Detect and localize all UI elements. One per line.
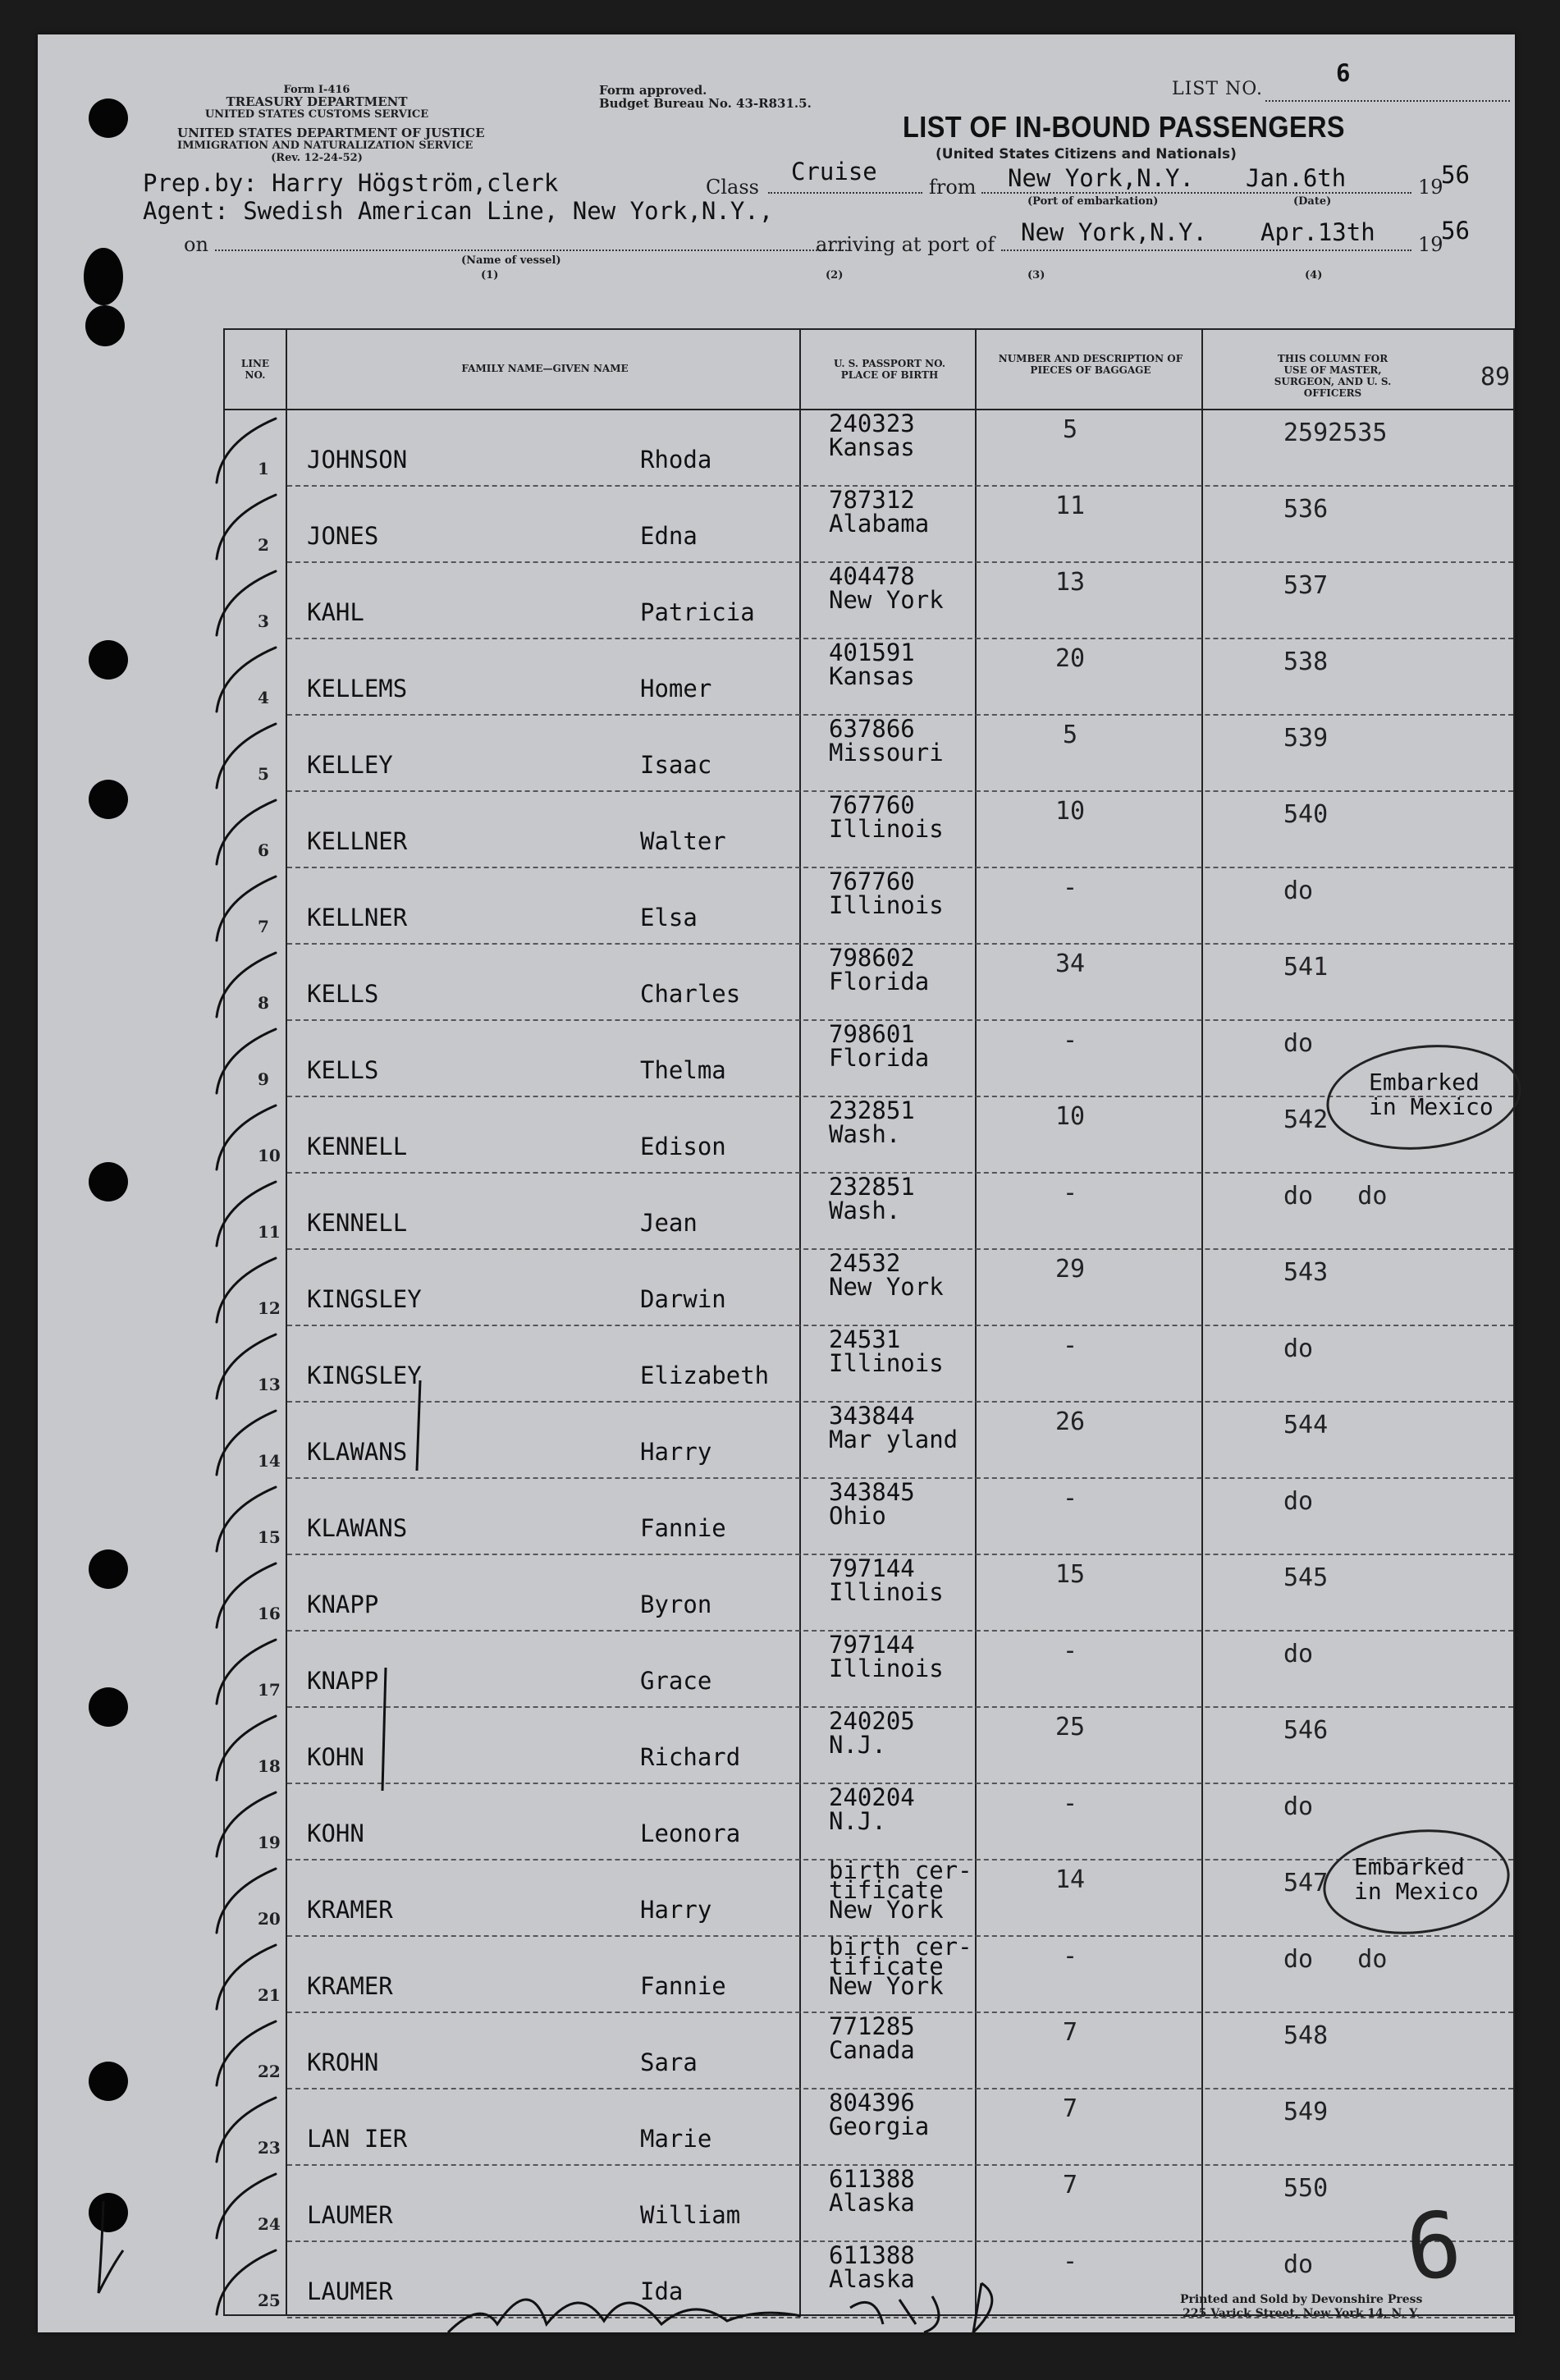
line-number: 15 bbox=[258, 1527, 281, 1547]
check-mark bbox=[217, 1487, 276, 1551]
col-header-baggage: NUMBER AND DESCRIPTION OF PIECES OF BAGGAGE bbox=[998, 353, 1183, 376]
officer-number: 544 bbox=[1283, 1411, 1329, 1439]
family-name: KELLS bbox=[307, 980, 379, 1008]
justice-dept: UNITED STATES DEPARTMENT OF JUSTICE bbox=[177, 126, 485, 140]
printer-line: Printed and Sold by Devonshire Press bbox=[1180, 2293, 1423, 2306]
check-mark bbox=[217, 1258, 276, 1322]
family-name: LAUMER bbox=[307, 2277, 393, 2305]
arrival-port: New York,N.Y. bbox=[1021, 218, 1207, 246]
baggage-count: - bbox=[1062, 1331, 1078, 1360]
family-name: KLAWANS bbox=[307, 1438, 408, 1466]
page-mark: 6 bbox=[1401, 2190, 1466, 2302]
passport-number: 343844 bbox=[829, 1402, 915, 1430]
family-name: KLAWANS bbox=[307, 1514, 408, 1542]
line-number: 8 bbox=[258, 993, 269, 1013]
baggage-count: 14 bbox=[1054, 1865, 1086, 1894]
passport-number: 771285 bbox=[829, 2012, 915, 2040]
given-name: Richard bbox=[640, 1743, 741, 1771]
year-prefix-2: 19 bbox=[1418, 233, 1443, 256]
given-name: Darwin bbox=[640, 1285, 726, 1313]
passport-number: 804396 bbox=[829, 2089, 915, 2117]
baggage-count: 13 bbox=[1054, 568, 1086, 597]
stamp-line: Embarked bbox=[1354, 1853, 1465, 1880]
date-caption: (Date) bbox=[1293, 195, 1332, 208]
passport-number: 24532 bbox=[829, 1249, 901, 1277]
line-number: 5 bbox=[258, 764, 269, 784]
place-of-birth: New York bbox=[829, 1273, 944, 1301]
officer-number: 546 bbox=[1283, 1716, 1329, 1745]
officer-number: 539 bbox=[1283, 724, 1329, 753]
treasury-dept: TREASURY DEPARTMENT bbox=[226, 94, 408, 109]
family-name: KNAPP bbox=[307, 1667, 379, 1695]
given-name: Charles bbox=[640, 980, 741, 1008]
family-name: JOHNSON bbox=[307, 446, 408, 474]
baggage-count: 15 bbox=[1054, 1560, 1086, 1589]
page-tally: 89 bbox=[1480, 363, 1511, 391]
check-mark bbox=[217, 2098, 276, 2162]
family-name: KELLNER bbox=[307, 827, 408, 855]
budget-bureau-line: Budget Bureau No. 43-R831.5. bbox=[599, 96, 812, 111]
officer-number: 543 bbox=[1283, 1258, 1329, 1287]
family-name: KELLEY bbox=[307, 751, 393, 779]
family-name: KELLNER bbox=[307, 904, 408, 931]
baggage-count: 26 bbox=[1054, 1407, 1086, 1436]
place-of-birth: N.J. bbox=[829, 1731, 886, 1759]
baggage-count: 10 bbox=[1054, 797, 1086, 826]
printer-address: 225 Varick Street, New York 14, N. Y. bbox=[1183, 2307, 1420, 2320]
agent: Agent: Swedish American Line, New York,N.Y., bbox=[143, 197, 774, 225]
baggage-count: - bbox=[1062, 873, 1078, 902]
given-name: Fannie bbox=[640, 1972, 726, 2000]
officer-number: 549 bbox=[1283, 2098, 1329, 2126]
port-of-embarkation: New York,N.Y. bbox=[1008, 164, 1194, 192]
line-number: 22 bbox=[258, 2062, 281, 2081]
line-number: 11 bbox=[258, 1222, 281, 1242]
line-number: 3 bbox=[258, 611, 269, 631]
col-1-label: (1) bbox=[481, 269, 499, 281]
passport-number: 24531 bbox=[829, 1325, 901, 1353]
baggage-count: 10 bbox=[1054, 1102, 1086, 1131]
vessel-caption: (Name of vessel) bbox=[461, 254, 561, 267]
place-of-birth: Wash. bbox=[829, 1197, 901, 1224]
place-of-birth: N.J. bbox=[829, 1807, 886, 1835]
officer-number: 536 bbox=[1283, 495, 1329, 524]
place-of-birth: Alaska bbox=[829, 2265, 915, 2293]
passport-number: 343845 bbox=[829, 1478, 915, 1506]
passport-number: 404478 bbox=[829, 562, 915, 590]
officer-number: do do bbox=[1283, 1182, 1388, 1211]
baggage-count: 7 bbox=[1062, 2094, 1078, 2123]
family-name: KINGSLEY bbox=[307, 1285, 422, 1313]
place-of-birth: Ohio bbox=[829, 1502, 886, 1530]
officer-number: do bbox=[1283, 2250, 1314, 2279]
col-2-label: (2) bbox=[826, 269, 844, 281]
place-of-birth: Wash. bbox=[829, 1120, 901, 1148]
line-number: 24 bbox=[258, 2214, 281, 2234]
baggage-count: - bbox=[1062, 1789, 1078, 1818]
place-of-birth: Florida bbox=[829, 968, 930, 995]
signature-scrawl bbox=[850, 2283, 992, 2332]
place-of-birth: Alaska bbox=[829, 2189, 915, 2217]
list-no-value: 6 bbox=[1336, 59, 1351, 87]
line-number: 13 bbox=[258, 1375, 281, 1394]
line-number: 4 bbox=[258, 688, 269, 707]
family-name: LAUMER bbox=[307, 2201, 393, 2229]
line-number: 23 bbox=[258, 2138, 281, 2158]
officer-number: do bbox=[1283, 1792, 1314, 1821]
line-number: 12 bbox=[258, 1298, 281, 1318]
approval-line: Form approved. bbox=[599, 83, 707, 98]
check-mark bbox=[217, 1105, 276, 1169]
year-prefix: 19 bbox=[1418, 176, 1443, 199]
place-of-birth: Illinois bbox=[829, 1349, 944, 1377]
place-of-birth: Mar yland bbox=[829, 1426, 958, 1453]
place-of-birth: Alabama bbox=[829, 510, 930, 538]
given-name: Fannie bbox=[640, 1514, 726, 1542]
officer-number: do bbox=[1283, 1487, 1314, 1516]
line-number: 16 bbox=[258, 1604, 281, 1623]
given-name: Walter bbox=[640, 827, 726, 855]
list-no-label: LIST NO. bbox=[1172, 79, 1264, 99]
line-number: 17 bbox=[258, 1680, 281, 1700]
document-subtitle: (United States Citizens and Nationals) bbox=[936, 146, 1237, 162]
officer-number: 542 bbox=[1283, 1105, 1329, 1134]
place-of-birth-line3: New York bbox=[829, 1972, 944, 2000]
baggage-count: 7 bbox=[1062, 2018, 1078, 2047]
given-name: Marie bbox=[640, 2125, 712, 2153]
manifest-sheet bbox=[38, 34, 1515, 2332]
port-caption: (Port of embarkation) bbox=[1027, 195, 1159, 208]
passport-number: birth cer- bbox=[829, 1933, 972, 1961]
prepared-by: Prep.by: Harry Högström,clerk bbox=[143, 169, 559, 197]
from-label: from bbox=[929, 176, 977, 199]
check-mark bbox=[217, 1716, 276, 1780]
baggage-count: 7 bbox=[1062, 2171, 1078, 2199]
officer-number: 2592535 bbox=[1283, 419, 1388, 447]
passport-number: 240205 bbox=[829, 1707, 915, 1735]
check-mark bbox=[217, 1029, 276, 1093]
stamp-line: in Mexico bbox=[1369, 1093, 1494, 1120]
class-label: Class bbox=[706, 176, 759, 199]
given-name: Harry bbox=[640, 1896, 712, 1924]
tally-stroke bbox=[382, 1668, 386, 1791]
family-name: KRAMER bbox=[307, 1972, 393, 2000]
officer-number: 540 bbox=[1283, 800, 1329, 829]
passport-number: birth cer- bbox=[829, 1856, 972, 1884]
line-number: 21 bbox=[258, 1985, 281, 2005]
family-name: KENNELL bbox=[307, 1209, 408, 1237]
passport-number: 637866 bbox=[829, 715, 915, 743]
given-name: Byron bbox=[640, 1590, 712, 1618]
officer-number: 550 bbox=[1283, 2174, 1329, 2203]
arrival-year: 56 bbox=[1441, 217, 1470, 245]
officer-number: do bbox=[1283, 1334, 1314, 1363]
family-name: KENNELL bbox=[307, 1133, 408, 1160]
check-mark bbox=[217, 1411, 276, 1475]
place-of-birth: Missouri bbox=[829, 739, 944, 767]
passport-number: 611388 bbox=[829, 2165, 915, 2193]
given-name: Ida bbox=[640, 2277, 684, 2305]
baggage-count: - bbox=[1062, 1636, 1078, 1665]
passport-number: 767760 bbox=[829, 867, 915, 895]
baggage-count: - bbox=[1062, 1179, 1078, 1207]
form-revision: (Rev. 12-24-52) bbox=[271, 152, 363, 164]
family-name: LAN IER bbox=[307, 2125, 408, 2153]
place-of-birth: Florida bbox=[829, 1044, 930, 1072]
check-mark bbox=[217, 953, 276, 1017]
passport-number: 401591 bbox=[829, 638, 915, 666]
passport-number: 797144 bbox=[829, 1554, 915, 1582]
given-name: Grace bbox=[640, 1667, 712, 1695]
place-of-birth: New York bbox=[829, 586, 944, 614]
embarkation-date: Jan.6th bbox=[1246, 164, 1347, 192]
line-number: 19 bbox=[258, 1833, 281, 1852]
baggage-count: - bbox=[1062, 1942, 1078, 1970]
check-mark bbox=[217, 1945, 276, 2009]
family-name: KINGSLEY bbox=[307, 1362, 422, 1389]
officer-number: 541 bbox=[1283, 953, 1329, 982]
officer-number: 537 bbox=[1283, 571, 1329, 600]
check-mark bbox=[217, 876, 276, 941]
passport-number: 767760 bbox=[829, 791, 915, 819]
family-name: KNAPP bbox=[307, 1590, 379, 1618]
arriving-label: arriving at port of bbox=[816, 233, 995, 256]
line-number: 2 bbox=[258, 535, 269, 555]
baggage-count: 25 bbox=[1054, 1713, 1086, 1742]
given-name: Sara bbox=[640, 2048, 698, 2076]
col-3-label: (3) bbox=[1027, 269, 1045, 281]
given-name: Jean bbox=[640, 1209, 698, 1237]
given-name: Leonora bbox=[640, 1819, 741, 1847]
officer-number: 545 bbox=[1283, 1563, 1329, 1592]
given-name: Harry bbox=[640, 1438, 712, 1466]
given-name: William bbox=[640, 2201, 741, 2229]
check-mark bbox=[217, 648, 276, 712]
place-of-birth: Illinois bbox=[829, 815, 944, 843]
baggage-count: 11 bbox=[1054, 492, 1086, 520]
line-number: 7 bbox=[258, 917, 269, 936]
customs-service: UNITED STATES CUSTOMS SERVICE bbox=[204, 108, 429, 121]
passport-number: 797144 bbox=[829, 1631, 915, 1659]
line-number: 25 bbox=[258, 2291, 281, 2310]
col-4-label: (4) bbox=[1305, 269, 1323, 281]
passport-number: 232851 bbox=[829, 1173, 915, 1201]
check-mark bbox=[217, 1182, 276, 1246]
place-of-birth: tificate bbox=[829, 1952, 944, 1980]
on-label: on bbox=[184, 233, 208, 256]
given-name: Isaac bbox=[640, 751, 712, 779]
tally-stroke bbox=[417, 1380, 420, 1471]
check-mark bbox=[217, 1563, 276, 1627]
place-of-birth: tificate bbox=[829, 1876, 944, 1904]
officer-number: do bbox=[1283, 1029, 1314, 1058]
line-number: 10 bbox=[258, 1146, 281, 1165]
stamp-line: Embarked bbox=[1369, 1069, 1480, 1096]
given-name: Edison bbox=[640, 1133, 726, 1160]
given-name: Elizabeth bbox=[640, 1362, 770, 1389]
officer-number: 547 bbox=[1283, 1869, 1329, 1897]
check-mark bbox=[217, 571, 276, 635]
check-mark bbox=[217, 1640, 276, 1704]
family-name: KELLEMS bbox=[307, 675, 408, 703]
baggage-count: 20 bbox=[1054, 644, 1086, 673]
check-mark bbox=[217, 1334, 276, 1398]
col-header-name: FAMILY NAME—GIVEN NAME bbox=[461, 363, 629, 374]
class-value: Cruise bbox=[791, 158, 877, 185]
document-title: LIST OF IN-BOUND PASSENGERS bbox=[903, 110, 1345, 144]
col-header-passport: U. S. PASSPORT NO. PLACE OF BIRTH bbox=[833, 358, 946, 381]
form-number: Form I-416 bbox=[283, 84, 350, 96]
place-of-birth: Illinois bbox=[829, 891, 944, 919]
given-name: Edna bbox=[640, 522, 698, 550]
check-mark bbox=[98, 2201, 123, 2293]
family-name: KOHN bbox=[307, 1819, 364, 1847]
place-of-birth: Canada bbox=[829, 2036, 915, 2064]
officer-number: do bbox=[1283, 876, 1314, 905]
stamp-line: in Mexico bbox=[1354, 1878, 1479, 1905]
officer-number: 538 bbox=[1283, 648, 1329, 676]
check-mark bbox=[217, 724, 276, 788]
place-of-birth: Georgia bbox=[829, 2112, 930, 2140]
passport-number: 787312 bbox=[829, 486, 915, 514]
passport-number: 798601 bbox=[829, 1020, 915, 1048]
place-of-birth: Illinois bbox=[829, 1578, 944, 1606]
passport-number: 240323 bbox=[829, 410, 915, 437]
family-name: JONES bbox=[307, 522, 379, 550]
given-name: Homer bbox=[640, 675, 712, 703]
baggage-count: - bbox=[1062, 2247, 1078, 2276]
passport-number: 611388 bbox=[829, 2241, 915, 2269]
place-of-birth: Illinois bbox=[829, 1655, 944, 1682]
check-mark bbox=[217, 2250, 276, 2314]
check-mark bbox=[217, 495, 276, 559]
officer-number: do bbox=[1283, 1640, 1314, 1668]
family-name: KAHL bbox=[307, 598, 364, 626]
check-mark bbox=[217, 419, 276, 483]
check-mark bbox=[217, 2174, 276, 2238]
arrival-date: Apr.13th bbox=[1260, 218, 1375, 246]
baggage-count: 5 bbox=[1062, 415, 1078, 444]
line-number: 18 bbox=[258, 1756, 281, 1776]
line-number: 6 bbox=[258, 840, 269, 860]
col-header-line-no: LINE NO. bbox=[240, 358, 270, 381]
line-number: 1 bbox=[258, 459, 269, 478]
passport-number: 232851 bbox=[829, 1096, 915, 1124]
place-of-birth: Kansas bbox=[829, 433, 915, 461]
check-mark bbox=[217, 2021, 276, 2085]
line-number: 20 bbox=[258, 1909, 281, 1929]
baggage-count: - bbox=[1062, 1026, 1078, 1055]
line-number: 14 bbox=[258, 1451, 281, 1471]
family-name: KOHN bbox=[307, 1743, 364, 1771]
col-header-officers: THIS COLUMN FOR USE OF MASTER, SURGEON, AND U. S. OFFICERS bbox=[1274, 353, 1392, 399]
baggage-count: 29 bbox=[1054, 1255, 1086, 1284]
handwritten-marks bbox=[38, 34, 1515, 2332]
officer-number: 548 bbox=[1283, 2021, 1329, 2050]
family-name: KROHN bbox=[307, 2048, 379, 2076]
check-mark bbox=[217, 800, 276, 864]
place-of-birth-line3: New York bbox=[829, 1896, 944, 1924]
family-name: KELLS bbox=[307, 1056, 379, 1084]
passport-number: 798602 bbox=[829, 944, 915, 972]
given-name: Rhoda bbox=[640, 446, 712, 474]
family-name: KRAMER bbox=[307, 1896, 393, 1924]
baggage-count: - bbox=[1062, 1484, 1078, 1513]
embark-year: 56 bbox=[1441, 161, 1470, 189]
ins-service: IMMIGRATION AND NATURALIZATION SERVICE bbox=[177, 140, 473, 152]
given-name: Thelma bbox=[640, 1056, 726, 1084]
baggage-count: 34 bbox=[1054, 950, 1086, 978]
given-name: Patricia bbox=[640, 598, 755, 626]
check-mark bbox=[217, 1869, 276, 1933]
check-mark bbox=[217, 1792, 276, 1856]
line-number: 9 bbox=[258, 1069, 269, 1089]
signature-scrawl bbox=[448, 2300, 801, 2332]
place-of-birth: Kansas bbox=[829, 662, 915, 690]
officer-number: do do bbox=[1283, 1945, 1388, 1974]
baggage-count: 5 bbox=[1062, 721, 1078, 749]
passport-number: 240204 bbox=[829, 1783, 915, 1811]
given-name: Elsa bbox=[640, 904, 698, 931]
